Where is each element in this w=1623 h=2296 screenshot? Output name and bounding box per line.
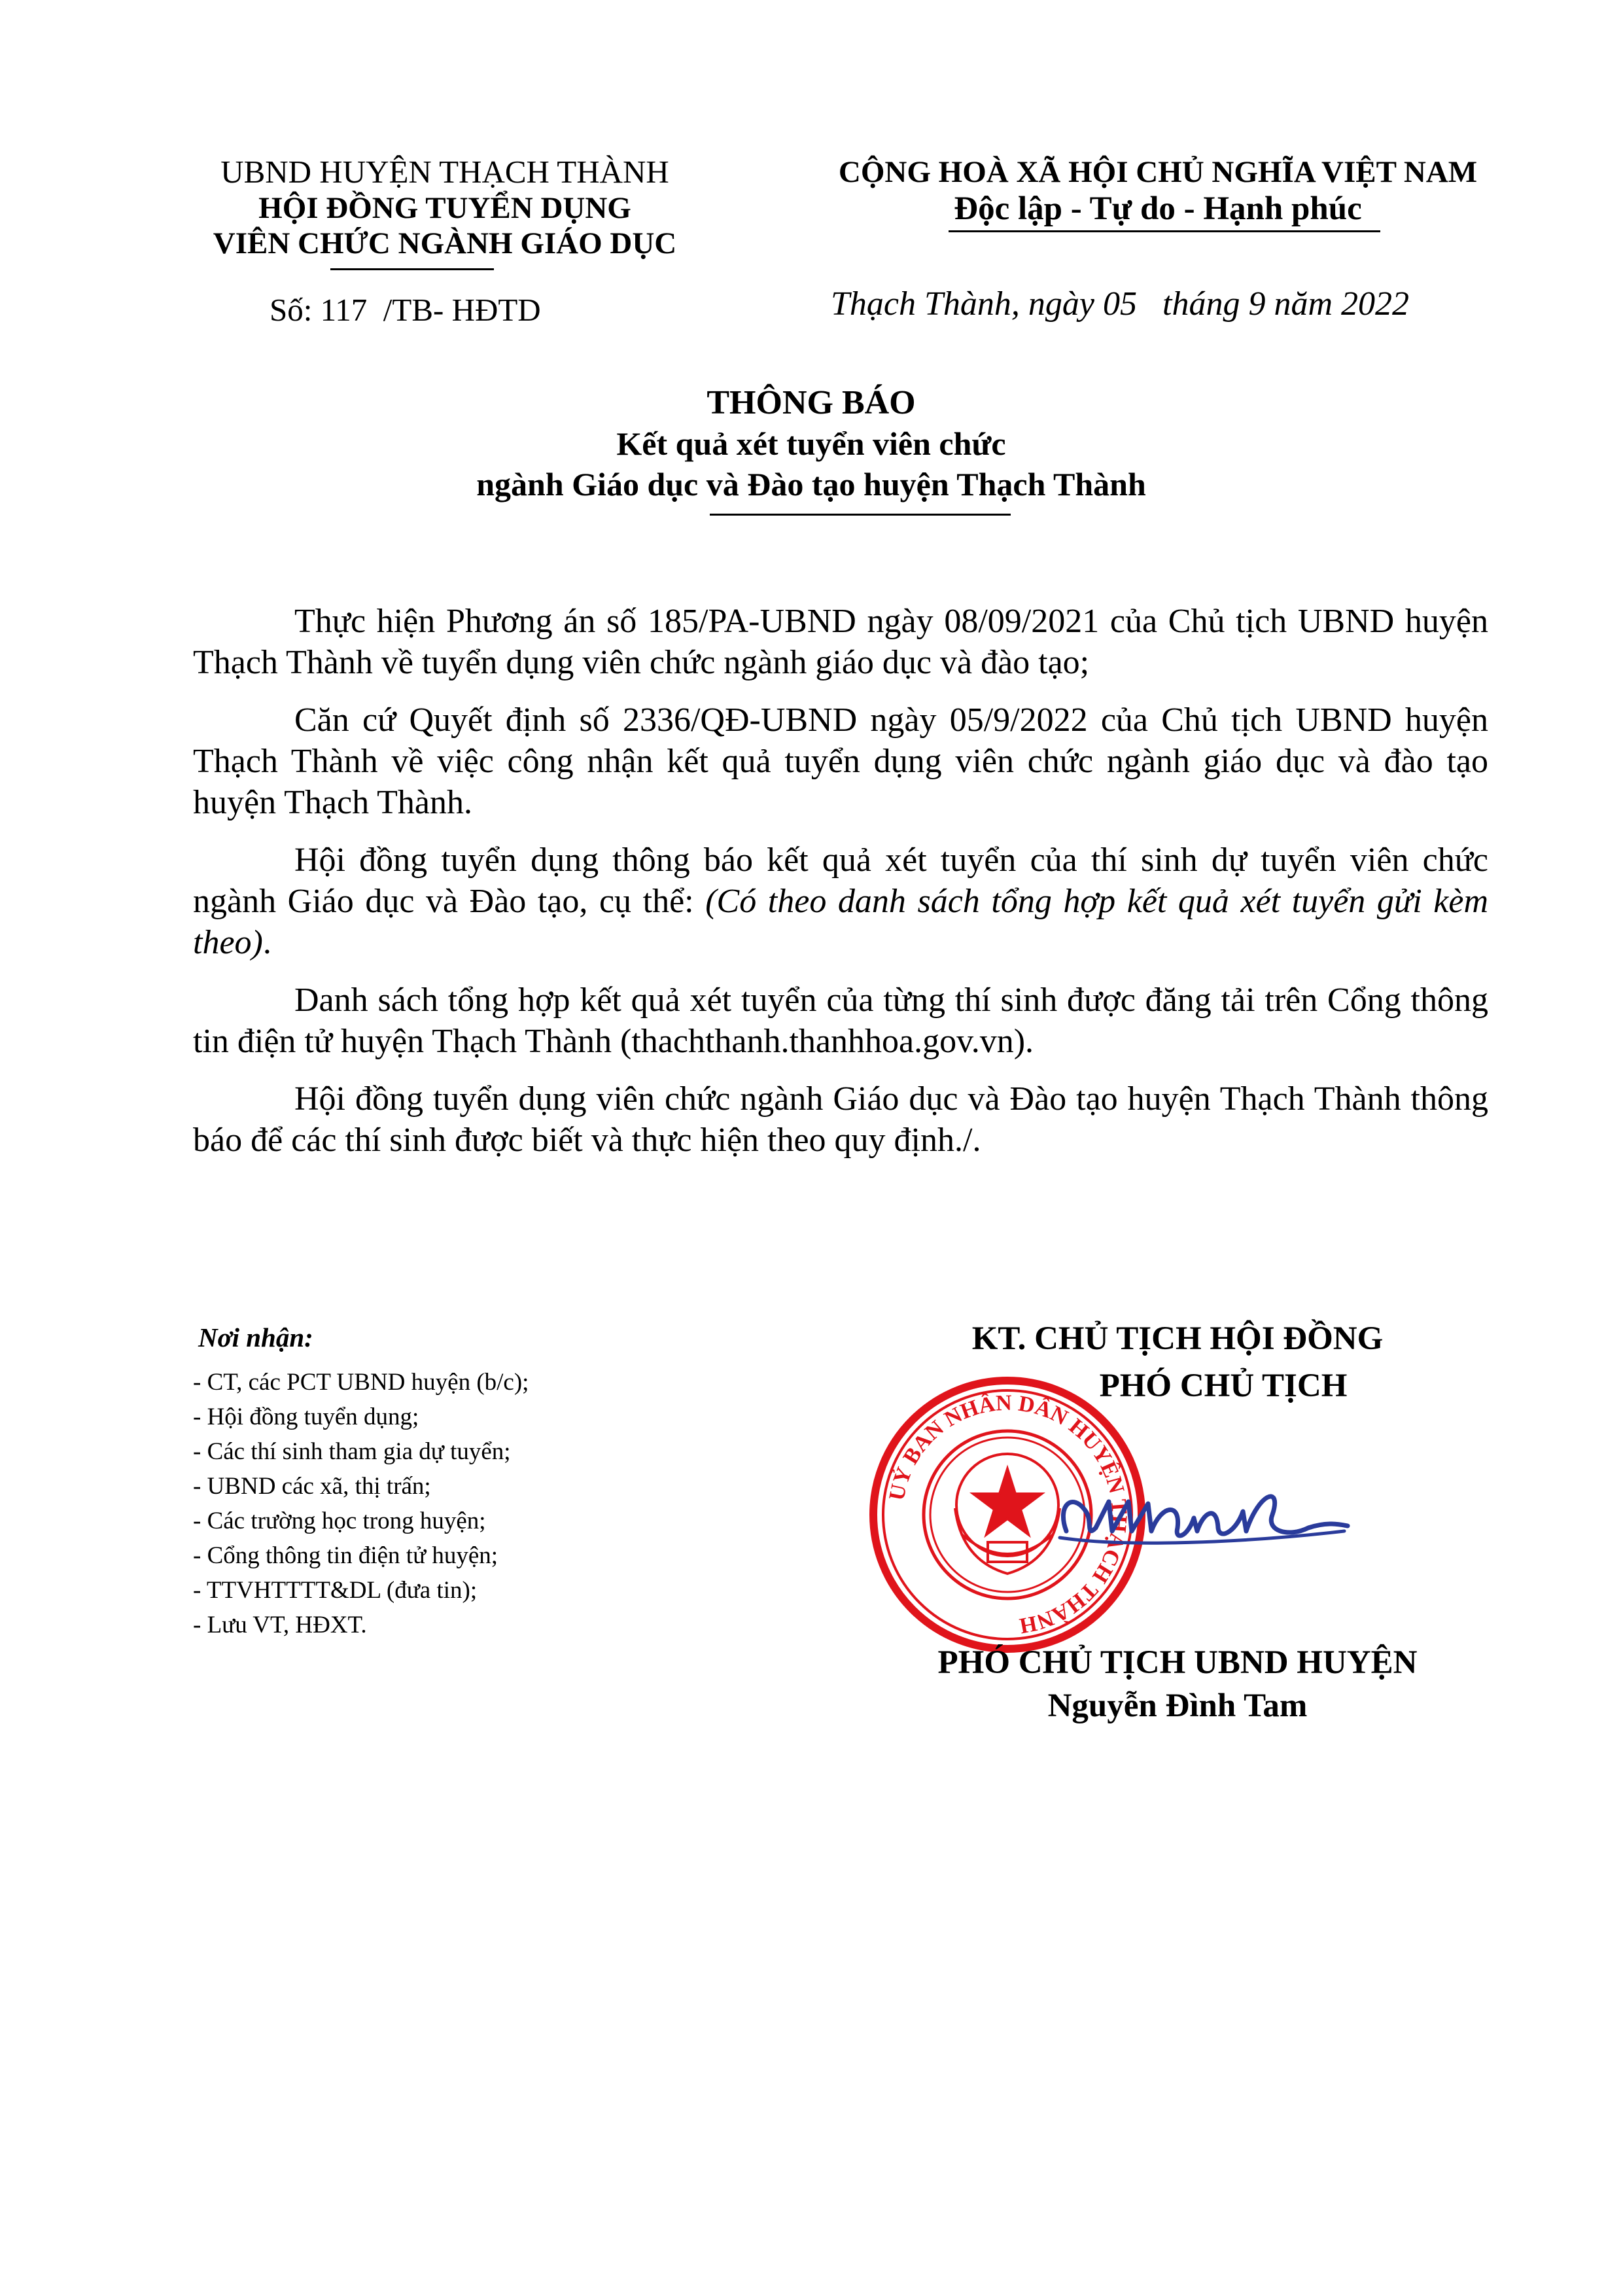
emblem xyxy=(955,1454,1060,1574)
list-item: - Hội đồng tuyển dụng; xyxy=(193,1404,419,1430)
handwritten-signature-icon xyxy=(1047,1466,1354,1564)
list-item: - TTVHTTTT&DL (đưa tin); xyxy=(193,1577,478,1604)
national-motto: Độc lập - Tự do - Hạnh phúc xyxy=(954,190,1362,227)
body-paragraph-2: Căn cứ Quyết định số 2336/QĐ-UBND ngày 05/9/2022 của Chủ tịch UBND huyện Thạch Thành về việc công nhận kết quả tuyển dụng viên chức ngành giáo dục và đào tạo huyện Thạch Thành. xyxy=(193,701,1488,821)
title-line3: ngành Giáo dục và Đào tạo huyện Thạch Thành xyxy=(476,466,1146,503)
council-name-line2: VIÊN CHỨC NGÀNH GIÁO DỤC xyxy=(213,226,677,260)
signature-line1: KT. CHỦ TỊCH HỘI ĐỒNG xyxy=(971,1320,1384,1357)
list-item: - CT, các PCT UBND huyện (b/c); xyxy=(193,1369,529,1396)
title-divider xyxy=(710,514,1011,516)
body-paragraph-3-main: Hội đồng tuyển dụng thông báo kết quả xét tuyển của thí sinh dự tuyển viên chức ngành Giáo dục và Đào tạo, cụ thể: xyxy=(193,841,1488,920)
body-paragraph-5: Hội đồng tuyển dụng viên chức ngành Giáo dục và Đào tạo huyện Thạch Thành thông báo để các thí sinh được biết và thực hiện theo quy định./. xyxy=(193,1080,1488,1159)
list-item: - Các thí sinh tham gia dự tuyển; xyxy=(193,1438,511,1465)
signer-block xyxy=(850,1639,1505,1729)
document-title xyxy=(262,383,1361,504)
recipients-list xyxy=(193,1365,782,1642)
council-name-line1: HỘI ĐỒNG TUYỂN DỤNG xyxy=(258,191,631,225)
signature-line2: PHÓ CHỦ TỊCH xyxy=(1099,1368,1348,1404)
document-date: Thạch Thành, ngày 05 tháng 9 năm 2022 xyxy=(831,285,1409,323)
body-paragraph-3 xyxy=(193,839,1488,963)
list-item: - UBND các xã, thị trấn; xyxy=(193,1473,431,1500)
issuing-authority xyxy=(183,154,707,261)
header-left-divider xyxy=(330,268,494,270)
org-name: UBND HUYỆN THẠCH THÀNH xyxy=(220,154,669,190)
list-item: - Các trường học trong huyện; xyxy=(193,1508,486,1534)
nation-name: CỘNG HOÀ XÃ HỘI CHỦ NGHĨA VIỆT NAM xyxy=(838,155,1478,189)
signer-name: Nguyễn Đình Tam xyxy=(1047,1687,1308,1724)
seal-text: UỶ BAN NHÂN DÂN HUYỆN THẠCH THÀNH xyxy=(884,1390,1132,1638)
document-body xyxy=(193,601,1488,1177)
header-right-divider xyxy=(949,230,1380,232)
recipients-title: Nơi nhận: xyxy=(198,1322,313,1352)
list-item: - Lưu VT, HĐXT. xyxy=(193,1612,367,1638)
body-paragraph-3-note: (Có theo danh sách tổng hợp kết quả xét tuyển gửi kèm theo) xyxy=(193,883,1488,961)
body-paragraph-1: Thực hiện Phương án số 185/PA-UBND ngày 08/09/2021 của Chủ tịch UBND huyện Thạch Thành về tuyển dụng viên chức ngành giáo dục và đào tạo; xyxy=(193,603,1488,681)
document-number: Số: 117 /TB- HĐTD xyxy=(270,292,541,328)
list-item: - Cổng thông tin điện tử huyện; xyxy=(193,1542,498,1569)
body-paragraph-3-end: . xyxy=(262,924,271,961)
national-header xyxy=(805,154,1511,227)
title-line2: Kết quả xét tuyển viên chức xyxy=(616,425,1006,462)
title-line1: THÔNG BÁO xyxy=(707,384,916,421)
body-paragraph-4: Danh sách tổng hợp kết quả xét tuyển của từng thí sinh được đăng tải trên Cổng thông tin điện tử huyện Thạch Thành (thachthanh.thanhhoa.gov.vn). xyxy=(193,981,1488,1060)
signer-position: PHÓ CHỦ TỊCH UBND HUYỆN xyxy=(937,1644,1418,1681)
recipients-block xyxy=(193,1322,782,1642)
